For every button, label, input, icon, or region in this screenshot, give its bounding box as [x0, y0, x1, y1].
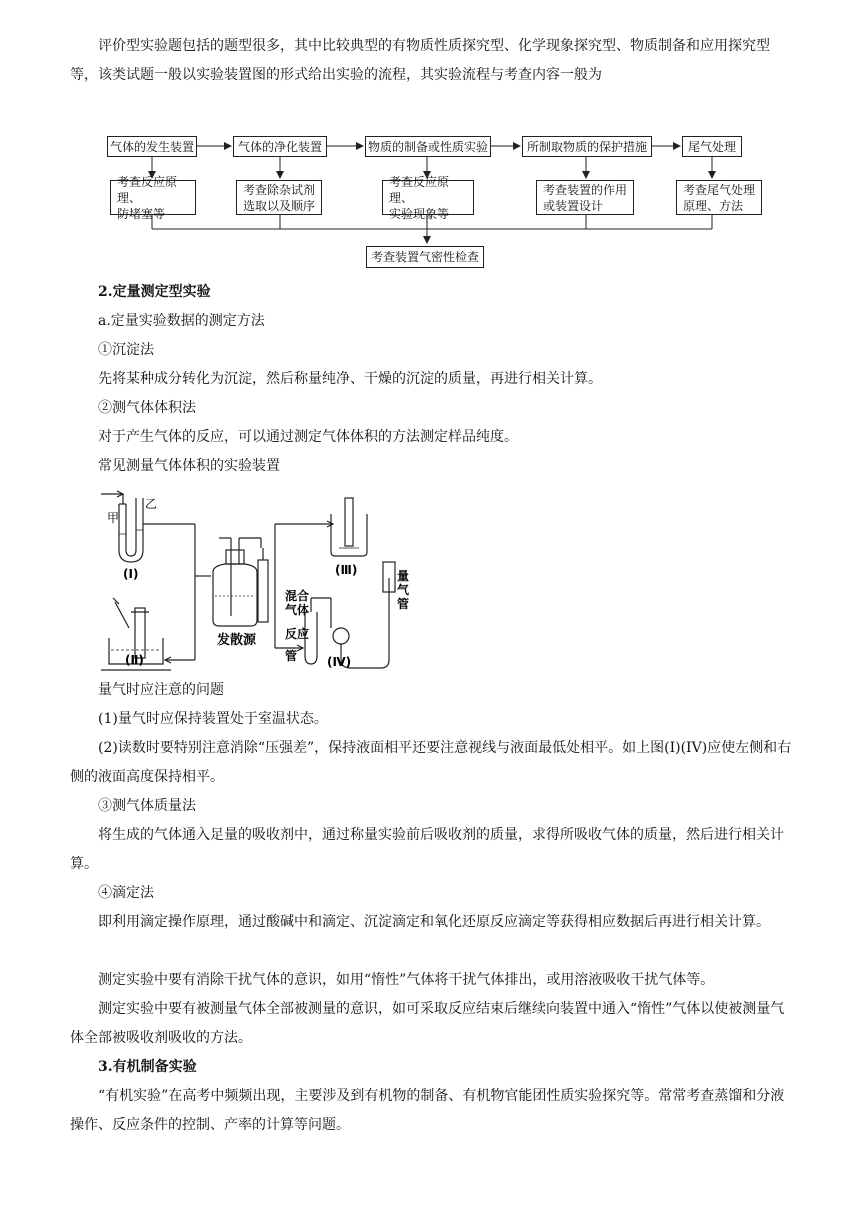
label-gauge-3: 管 — [397, 597, 410, 611]
flow-check-line: 原理、方法 — [683, 198, 744, 213]
note-2: (2)读数时要特别注意消除“压强差”，保持液面相平还要注意视线与液面最低处相平。如上图(I)(IV)应使左侧和右侧的液面高度保持相平。 — [70, 740, 792, 785]
flow-check-preparation — [382, 174, 474, 221]
flow-final-airtightness: 考查装置气密性检查 — [366, 246, 484, 268]
label-III: (Ⅲ) — [335, 563, 358, 577]
flow-check-line: 考查反应原理、 — [117, 174, 178, 205]
section-3-text: “有机实验”在高考中频频出现，主要涉及到有机物的制备、有机物官能团性质实验探究等。常常考查蒸馏和分液操作、反应条件的控制、产率的计算等问题。 — [70, 1088, 785, 1133]
full-measure-paragraph: 测定实验中要有被测量气体全部被测量的意识，如可采取反应结束后继续向装置中通入“惰性”气体以使被测量气体全部被吸收剂吸收的方法。 — [70, 1001, 785, 1046]
flow-step-tail-gas: 尾气处理 — [682, 136, 742, 157]
flow-check-line: 考查除杂试剂 — [243, 182, 316, 197]
label-jia: 甲 — [107, 511, 120, 525]
label-yi: 乙 — [145, 497, 158, 511]
flow-check-line: 实验现象等 — [389, 206, 450, 221]
label-source: 发散源 — [217, 633, 257, 648]
inert-gas-paragraph: 测定实验中要有消除干扰气体的意识，如用“惰性”气体将干扰气体排出，或用溶液吸收干扰气体等。 — [98, 972, 715, 988]
label-gauge-2: 气 — [397, 583, 410, 597]
label-II: (Ⅱ) — [125, 653, 144, 667]
label-mixed-gas-1: 混合 — [285, 589, 310, 603]
label-gauge-1: 量 — [397, 569, 410, 583]
method-3-title: ③测气体质量法 — [98, 798, 196, 814]
apparatus-caption: 常见测量气体体积的实验装置 — [98, 458, 280, 474]
label-IV: (Ⅳ) — [327, 655, 352, 669]
method-1-title: ①沉淀法 — [98, 342, 154, 358]
flow-check-line: 或装置设计 — [543, 198, 604, 213]
flow-check-generation — [110, 174, 196, 221]
flow-step-protection: 所制取物质的保护措施 — [522, 136, 652, 157]
method-3-text: 将生成的气体通入足量的吸收剂中，通过称量实验前后吸收剂的质量，求得所吸收气体的质量，然后进行相关计算。 — [70, 827, 784, 872]
flow-step-preparation: 物质的制备或性质实验 — [365, 136, 491, 157]
method-4-title: ④滴定法 — [98, 885, 154, 901]
section-3-heading: 3.有机制备实验 — [98, 1059, 197, 1075]
flow-check-line: 考查尾气处理 — [683, 182, 756, 197]
method-subheading: a.定量实验数据的测定方法 — [98, 313, 265, 329]
gas-volume-apparatus-figure — [95, 488, 415, 678]
flow-check-line: 考查反应原理、 — [389, 174, 450, 205]
flow-check-line: 防堵塞等 — [117, 206, 166, 221]
flow-step-generation: 气体的发生装置 — [107, 136, 197, 157]
flow-check-line: 考查装置的作用 — [543, 182, 628, 197]
label-mixed-gas-2: 气体 — [285, 603, 310, 617]
flow-check-tail-gas — [676, 180, 762, 215]
flow-check-line: 选取以及顺序 — [243, 198, 316, 213]
label-reaction-tube-1: 反应 — [285, 627, 310, 641]
intro-paragraph: 评价型实验题包括的题型很多，其中比较典型的有物质性质探究型、化学现象探究型、物质制备和应用探究型等，该类试题一般以实验装置图的形式给出实验的流程，其实验流程与考查内容一般为 — [70, 38, 770, 83]
flow-check-purification — [236, 180, 322, 215]
note-1: (1)量气时应保持装置处于室温状态。 — [98, 711, 328, 727]
method-2-title: ②测气体体积法 — [98, 400, 196, 416]
label-I: (Ⅰ) — [123, 567, 139, 581]
method-2-text: 对于产生气体的反应，可以通过测定气体体积的方法测定样品纯度。 — [98, 429, 518, 445]
flow-step-purification: 气体的净化装置 — [233, 136, 327, 157]
flow-check-protection — [536, 180, 634, 215]
method-4-text: 即利用滴定操作原理，通过酸碱中和滴定、沉淀滴定和氧化还原反应滴定等获得相应数据后再进行相关计算。 — [98, 914, 770, 930]
notes-title: 量气时应注意的问题 — [98, 682, 224, 698]
section-2-heading: 2.定量测定型实验 — [98, 284, 211, 300]
label-reaction-tube-2: 管 — [285, 649, 298, 663]
method-1-text: 先将某种成分转化为沉淀，然后称量纯净、干燥的沉淀的质量，再进行相关计算。 — [98, 371, 602, 387]
